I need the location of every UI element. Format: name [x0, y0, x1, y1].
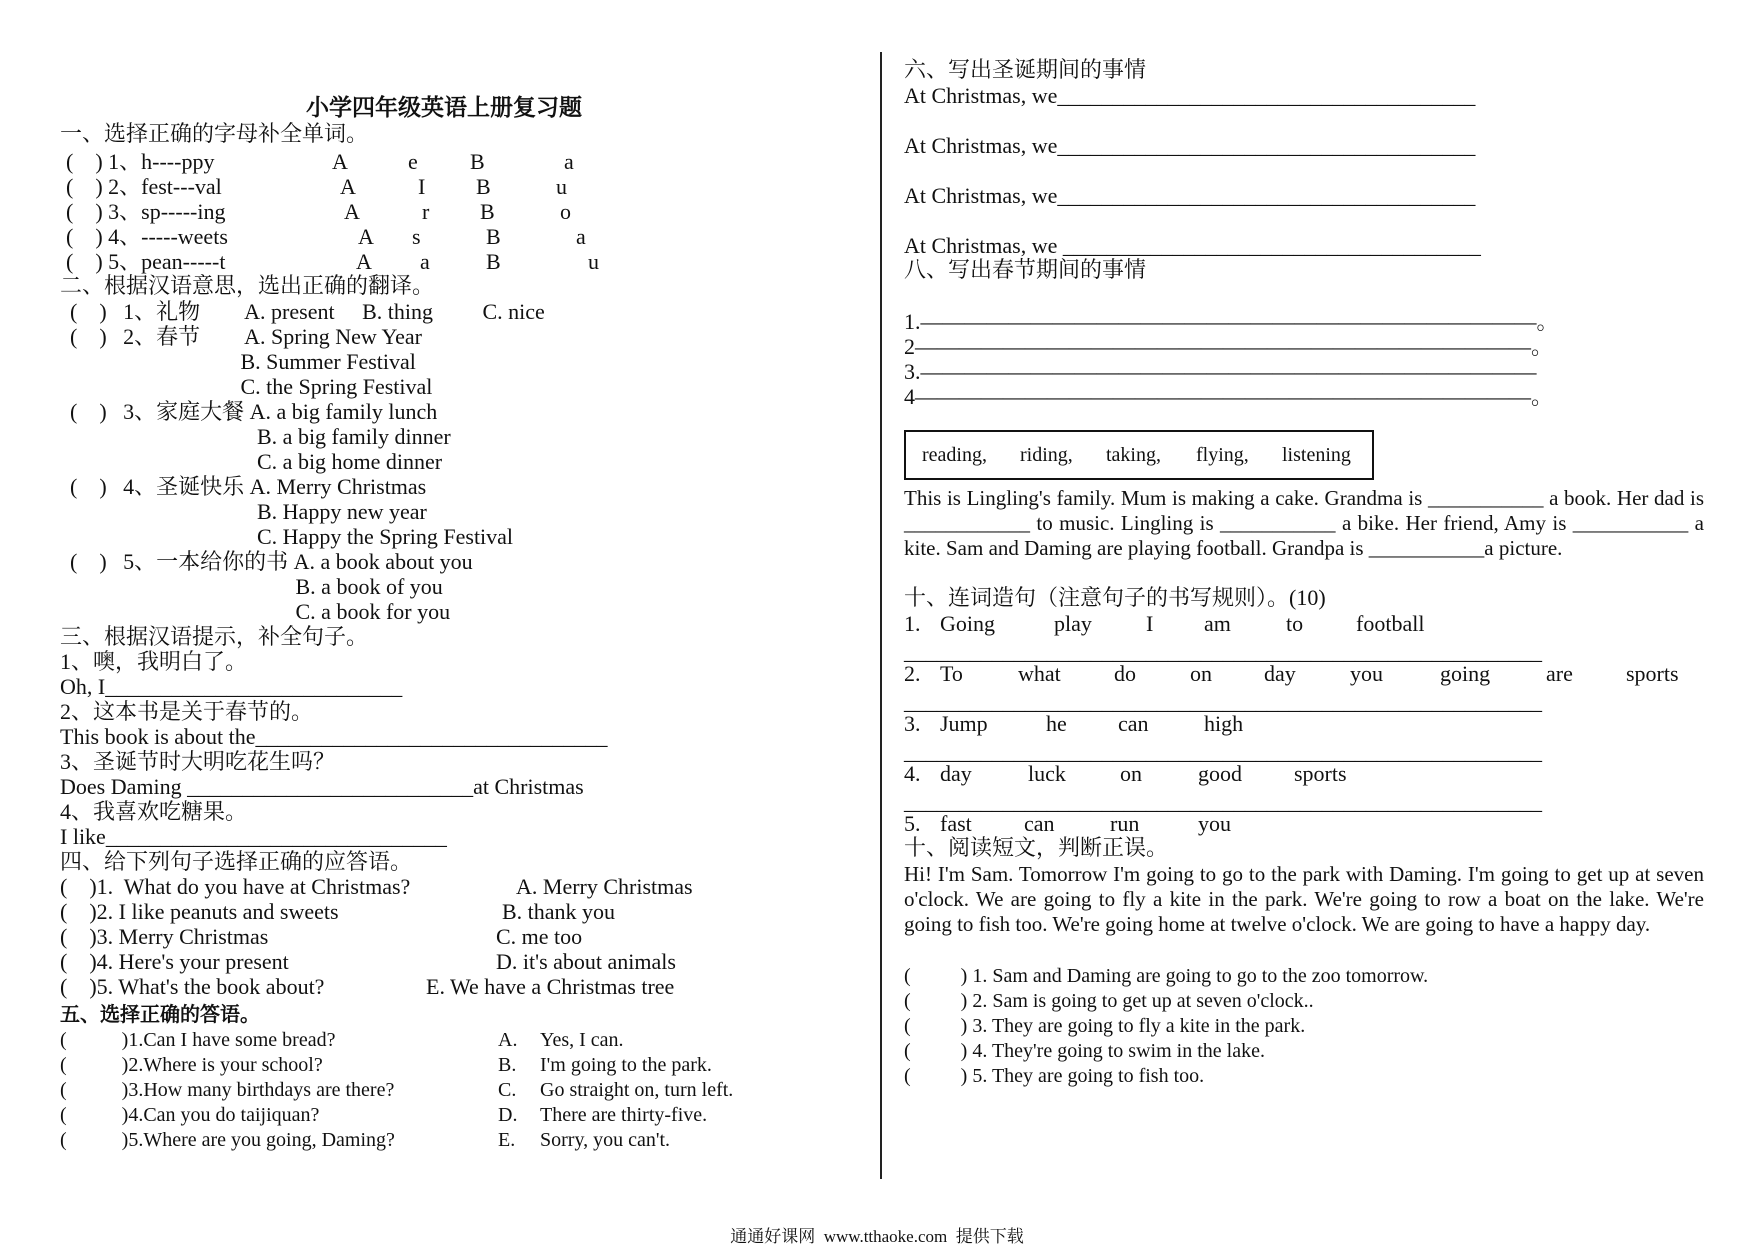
s2-line: B. Summer Festival — [70, 349, 416, 374]
tf-item: ( ) 3. They are going to fly a kite in the park. — [904, 1015, 1306, 1037]
s8-line: 3.———————————————————————————— — [904, 359, 1537, 384]
scrambled-word: luck — [1028, 761, 1066, 786]
s2-line: C. a book for you — [70, 599, 451, 624]
s1-q2-c: B — [476, 174, 491, 199]
s4-q1: ( )1. What do you have at Christmas? — [60, 874, 411, 899]
s4-q5: ( )5. What's the book about? — [60, 974, 325, 999]
s2-line: ( ) 1、礼物 A. present B. thing C. nice — [70, 299, 545, 324]
section-1-heading: 一、选择正确的字母补全单词。 — [60, 121, 369, 146]
scrambled-word: day — [940, 761, 972, 786]
scrambled-word: am — [1204, 611, 1231, 636]
section-10b-heading: 十、阅读短文，判断正误。 — [904, 835, 1169, 860]
row-number: 1. — [904, 611, 921, 636]
s1-q1: ( ) 1、h----ppy — [66, 149, 215, 174]
s5-l4: D. — [498, 1104, 518, 1126]
column-divider — [880, 52, 882, 1179]
word-bank-item: reading, — [922, 444, 987, 466]
scrambled-word: you — [1350, 661, 1383, 686]
fill-in-passage: This is Lingling's family. Mum is making a cake. Grandma is ___________ a book. Her dad is ____________ to music. Lingling is ___________ a bike. Her friend, Amy is ___________ a kite. Sam and Daming are playing football. Grandpa is ___________a picture. — [904, 486, 1704, 560]
s4-q3: ( )3. Merry Christmas — [60, 924, 269, 949]
tf-item: ( ) 1. Sam and Daming are going to go to the zoo tomorrow. — [904, 965, 1429, 987]
footer-credit: 通通好课网 www.tthaoke.com 提供下载 — [730, 1227, 1024, 1246]
s1-q2: ( ) 2、fest---val — [66, 174, 222, 199]
s3-line: 3、圣诞节时大明吃花生吗？ — [60, 749, 336, 774]
s8-line: 4————————————————————————————。 — [904, 384, 1554, 409]
s1-q4-d: a — [576, 224, 586, 249]
s1-q2-b: I — [418, 174, 426, 199]
s6-line: At Christmas, we______________________________________ — [904, 133, 1476, 158]
s6-line: At Christmas, we______________________________________ — [904, 83, 1476, 108]
s6-line: At Christmas, we______________________________________ — [904, 183, 1476, 208]
s3-line: I like_______________________________ — [60, 824, 447, 849]
scrambled-word: going — [1440, 661, 1491, 686]
word-bank-box — [904, 430, 1374, 480]
scrambled-word: Going — [940, 611, 995, 636]
section-6-heading: 六、写出圣诞期间的事情 — [904, 57, 1147, 82]
s1-q5: ( ) 5、pean-----t — [66, 249, 226, 274]
s4-a1: A. Merry Christmas — [516, 874, 693, 899]
word-bank-item: listening — [1282, 444, 1351, 466]
scrambled-word: he — [1046, 711, 1067, 736]
row-number: 2. — [904, 661, 921, 686]
section-4-heading: 四、给下列句子选择正确的应答语。 — [60, 849, 413, 874]
scrambled-word: are — [1546, 661, 1573, 686]
s3-line: Does Daming __________________________at Christmas — [60, 774, 584, 799]
answer-line: __________________________________________________________ — [904, 789, 1542, 814]
page-title: 小学四年级英语上册复习题 — [306, 95, 582, 120]
s5-l5: E. — [498, 1129, 516, 1151]
scrambled-word: can — [1118, 711, 1149, 736]
s1-q2-a: A — [340, 174, 356, 199]
answer-line: __________________________________________________________ — [904, 739, 1542, 764]
s5-q2: ( )2.Where is your school? — [60, 1054, 323, 1076]
scrambled-word: I — [1146, 611, 1154, 636]
section-10a-heading: 十、连词造句（注意句子的书写规则）。(10) — [904, 585, 1326, 610]
scrambled-word: to — [1286, 611, 1304, 636]
scrambled-word: football — [1356, 611, 1425, 636]
s5-a4: There are thirty-five. — [540, 1104, 708, 1126]
s5-q3: ( )3.How many birthdays are there? — [60, 1079, 395, 1101]
s4-q2: ( )2. I like peanuts and sweets — [60, 899, 339, 924]
s1-q3: ( ) 3、sp-----ing — [66, 199, 226, 224]
tf-item: ( ) 4. They're going to swim in the lake. — [904, 1040, 1265, 1062]
word-bank-item: taking, — [1106, 444, 1161, 466]
s5-a1: Yes, I can. — [540, 1029, 624, 1051]
s1-q4-b: s — [412, 224, 421, 249]
scrambled-word: To — [940, 661, 963, 686]
scrambled-word: run — [1110, 811, 1140, 836]
s1-q5-d: u — [588, 249, 599, 274]
section-2-heading: 二、根据汉语意思，选出正确的翻译。 — [60, 273, 435, 298]
s3-line: 1、噢，我明白了。 — [60, 649, 248, 674]
s1-q3-b: r — [422, 199, 430, 224]
s1-q1-b: e — [408, 149, 418, 174]
scrambled-word: sports — [1294, 761, 1347, 786]
s1-q4: ( ) 4、-----weets — [66, 224, 228, 249]
s1-q5-c: B — [486, 249, 501, 274]
scrambled-word: high — [1204, 711, 1244, 736]
answer-line: __________________________________________________________ — [904, 639, 1542, 664]
scrambled-word: good — [1198, 761, 1242, 786]
s1-q5-b: a — [420, 249, 430, 274]
s6-line: At Christmas, we ______________________________________ — [904, 233, 1481, 258]
section-5-heading: 五、选择正确的答语。 — [60, 1004, 260, 1026]
s4-q4: ( )4. Here's your present — [60, 949, 289, 974]
s5-q4: ( )4.Can you do taijiquan? — [60, 1104, 320, 1126]
s5-a5: Sorry, you can't. — [540, 1129, 671, 1151]
s2-line: C. a big home dinner — [70, 449, 443, 474]
word-bank-item: flying, — [1196, 444, 1249, 466]
reading-passage: Hi! I'm Sam. Tomorrow I'm going to go to the park with Daming. I'm going to get up at seven o'clock. We are going to fly a kite in the park. We're going to row a boat on the lake. We're going to fish too. We're going home at twelve o'clock. We are going to have a happy day. — [904, 862, 1704, 936]
scrambled-word: can — [1024, 811, 1055, 836]
s2-line: B. a big family dinner — [70, 424, 451, 449]
scrambled-word: on — [1120, 761, 1142, 786]
s2-line: B. a book of you — [70, 574, 443, 599]
scrambled-word: day — [1264, 661, 1296, 686]
s1-q4-c: B — [486, 224, 501, 249]
s2-line: ( ) 5、一本给你的书 A. a book about you — [70, 549, 473, 574]
scrambled-word: what — [1018, 661, 1061, 686]
s1-q1-a: A — [332, 149, 348, 174]
s1-q4-a: A — [358, 224, 374, 249]
s5-l2: B. — [498, 1054, 517, 1076]
scrambled-word: Jump — [940, 711, 988, 736]
s3-line: This book is about the________________________________ — [60, 724, 608, 749]
s5-q5: ( )5.Where are you going, Daming? — [60, 1129, 395, 1151]
s5-l3: C. — [498, 1079, 517, 1101]
s3-line: 4、我喜欢吃糖果。 — [60, 799, 248, 824]
s4-a4: D. it's about animals — [496, 949, 676, 974]
s1-q3-a: A — [344, 199, 360, 224]
s1-q1-c: B — [470, 149, 485, 174]
s3-line: Oh, I___________________________ — [60, 674, 403, 699]
s4-a3: C. me too — [496, 924, 583, 949]
s2-line: B. Happy new year — [70, 499, 427, 524]
s5-a3: Go straight on, turn left. — [540, 1079, 734, 1101]
s8-line: 1.————————————————————————————。 — [904, 309, 1559, 334]
s2-line: C. the Spring Festival — [70, 374, 433, 399]
scrambled-word: play — [1054, 611, 1092, 636]
row-number: 3. — [904, 711, 921, 736]
s1-q3-c: B — [480, 199, 495, 224]
s2-line: ( ) 3、家庭大餐 A. a big family lunch — [70, 399, 438, 424]
tf-item: ( ) 2. Sam is going to get up at seven o'clock.. — [904, 990, 1314, 1012]
s5-a2: I'm going to the park. — [540, 1054, 712, 1076]
tf-item: ( ) 5. They are going to fish too. — [904, 1065, 1205, 1087]
answer-line: __________________________________________________________ — [904, 689, 1542, 714]
s1-q2-d: u — [556, 174, 567, 199]
scrambled-word: do — [1114, 661, 1136, 686]
section-3-heading: 三、根据汉语提示，补全句子。 — [60, 624, 369, 649]
s4-a5: E. We have a Christmas tree — [426, 974, 675, 999]
scrambled-word: fast — [940, 811, 972, 836]
s8-line: 2————————————————————————————。 — [904, 334, 1554, 359]
word-bank-item: riding, — [1020, 444, 1073, 466]
s5-q1: ( )1.Can I have some bread? — [60, 1029, 336, 1051]
s1-q5-a: A — [356, 249, 372, 274]
s2-line: ( ) 4、圣诞快乐 A. Merry Christmas — [70, 474, 427, 499]
row-number: 5. — [904, 811, 921, 836]
row-number: 4. — [904, 761, 921, 786]
scrambled-word: sports — [1626, 661, 1679, 686]
s3-line: 2、这本书是关于春节的。 — [60, 699, 314, 724]
s1-q1-d: a — [564, 149, 574, 174]
section-8-heading: 八、写出春节期间的事情 — [904, 257, 1147, 282]
s5-l1: A. — [498, 1029, 518, 1051]
s2-line: C. Happy the Spring Festival — [70, 524, 514, 549]
s1-q3-d: o — [560, 199, 571, 224]
scrambled-word: on — [1190, 661, 1212, 686]
scrambled-word: you — [1198, 811, 1231, 836]
s4-a2: B. thank you — [502, 899, 616, 924]
s2-line: ( ) 2、春节 A. Spring New Year — [70, 324, 422, 349]
